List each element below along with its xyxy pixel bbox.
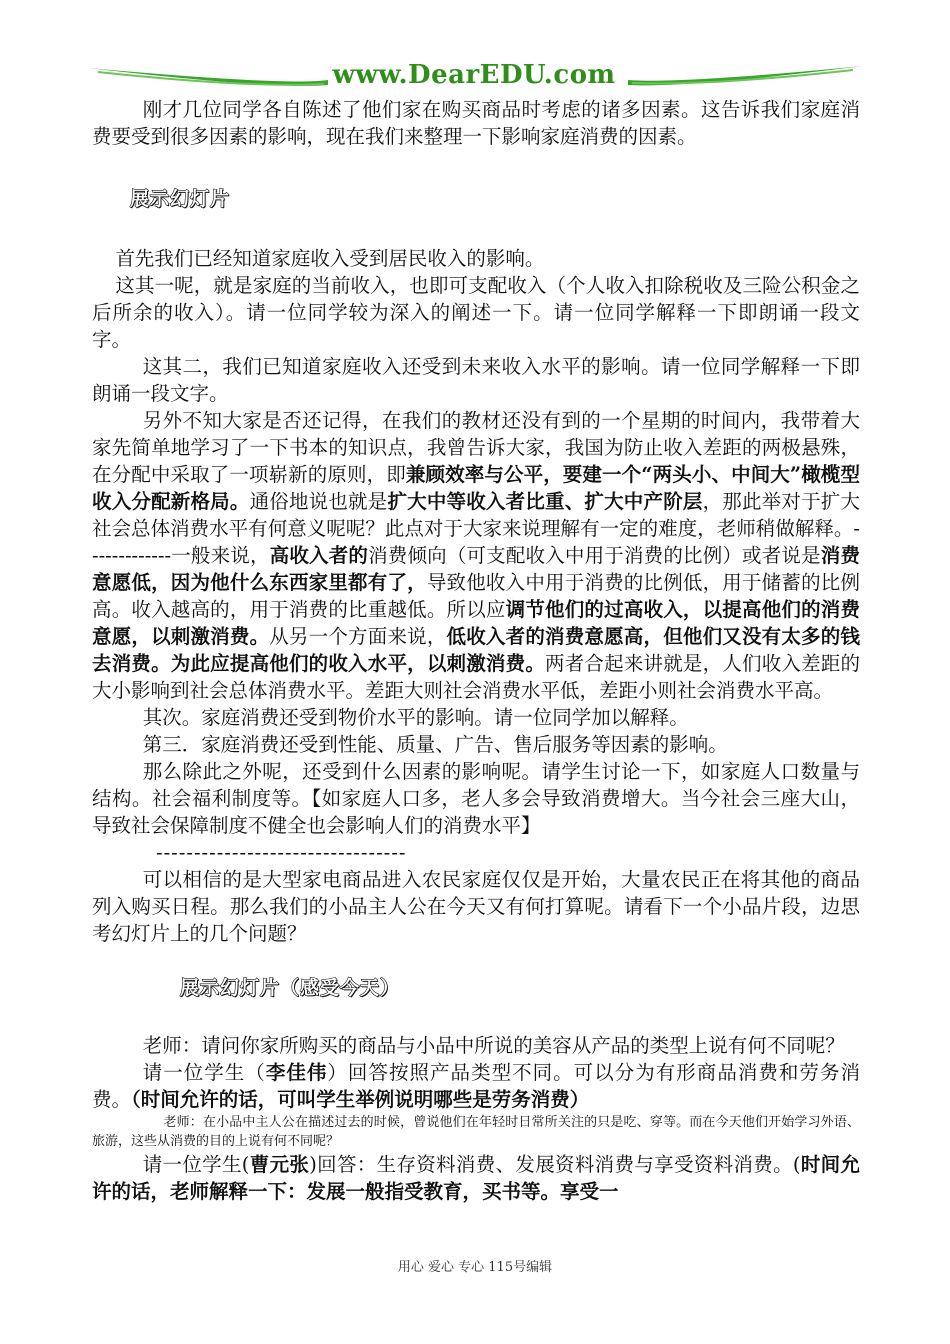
text-run: 通俗地说也就是: [249, 490, 388, 513]
paragraph: 第三．家庭消费还受到性能、质量、广告、售后服务等因素的影响。: [142, 733, 728, 756]
text-run: ，那此举对于扩大社会总体消费水平有何意义呢呢？此点对于大家来说理解有一定的难度，老师稍做解释。-------------一般来说，: [92, 490, 860, 567]
paragraph: 这其一呢，就是家庭的当前收入，也即可支配收入（个人收入扣除税收及三险公积金之后所余的收入）。请一位同学较为深入的阐述一下。请一位同学解释一下即朗诵一段文字。: [92, 274, 860, 351]
page-footer: 用心 爱心 专心 115号编辑: [397, 1260, 553, 1275]
text-run: 另外不知大家是否还记得，在我们的教材还没有到的一个星期的时间内，我带着大家先简单地学习了一下书本的知识点，我曾告诉大家，我国为防止收入差距的两极悬殊，在分配中采取了一项崭新的原则，即: [92, 409, 860, 486]
paragraph: 可以相信的是大型家电商品进入农民家庭仅仅是开始，大量农民正在将其他的商品列入购买日程。那么我们的小品主人公在今天又有何打算呢。请看下一个小品片段，边思考幻灯片上的几个问题？: [92, 868, 860, 945]
paragraph: 老师：请问你家所购买的商品与小品中所说的美容从产品的类型上说有何不同呢？: [142, 1034, 845, 1057]
text-run: )回答：生存资料消费、发展资料消费与享受资料消费。(: [309, 1153, 801, 1176]
bold-text-run: 消费意愿低，因为他什么东西家里都有了，: [92, 544, 860, 594]
text-run: 导致他收入中用于消费的比例低，用于储蓄的比例高。收入越高的，用于消费的比重越低。所以应: [92, 571, 860, 621]
paragraph: [92, 1151, 860, 1205]
dash-separator: ---------------------------------: [156, 841, 407, 864]
paragraph: 这其二，我们已知道家庭收入还受到未来收入水平的影响。请一位同学解释一下即朗诵一段文字。: [92, 355, 860, 405]
paragraph: 其次。家庭消费还受到物价水平的影响。请一位同学加以解释。: [142, 706, 689, 729]
paragraph: 那么除此之外呢，还受到什么因素的影响呢。请学生讨论一下，如家庭人口数量与结构。社会福利制度等。【如家庭人口多，老人多会导致消费增大。当今社会三座大山，导致社会保障制度不健全也会影响人们的消费水平】: [92, 760, 860, 837]
paragraph: [92, 407, 860, 704]
text-run: 两者合起来讲就是，人们收入差距的大小影响到社会总体消费水平。差距大则社会消费水平低，差距小则社会消费水平高。: [92, 652, 860, 702]
bold-text-run: 调节他们的过高收入，以提高他们的消费意愿，以刺激消费。: [92, 598, 860, 648]
bold-text-run: 曹元张: [249, 1153, 310, 1176]
small-note: 老师：在小品中主人公在描述过去的时候，曾说他们在年轻时日常所关注的只是吃、穿等。而在今天他们开始学习外语、旅游，这些从消费的目的上说有何不同呢？: [92, 1115, 860, 1149]
text-run: 从另一个方面来说，: [269, 625, 447, 648]
bold-text-run: 低收入者的消费意愿高，但他们又没有太多的钱去消费。为此应提高他们的收入水平，以刺激消费。: [92, 625, 860, 675]
text-run: ）回答按照产品类型不同。可以分为有形商品消费和劳务消费。: [92, 1061, 860, 1111]
paragraph: 刚才几位同学各自陈述了他们家在购买商品时考虑的诸多因素。这告诉我们家庭消费要受到很多因素的影响，现在我们来整理一下影响家庭消费的因素。: [92, 98, 860, 148]
bold-text-run: 兼顾效率与公平，要建一个“两头小、中间大”橄榄型收入分配新格局。: [92, 463, 860, 513]
text-run: 消费倾向（可支配收入中用于消费的比例）或者说是: [368, 544, 821, 567]
bold-text-run: 高收入者的: [269, 544, 369, 567]
section-heading: 展示幻灯片（感受今天）: [180, 977, 401, 999]
text-run: 请一位学生（: [142, 1061, 266, 1084]
bold-text-run: 李佳伟: [265, 1061, 328, 1084]
page-header: [88, 58, 863, 98]
bold-text-run: 扩大中等收入者比重、扩大中产阶层: [387, 490, 703, 513]
brand-text: www.DearEDU.com: [332, 60, 616, 90]
bold-text-run: 时间允许的话，老师解释一下：发展一般指受教育，买书等。享受一: [92, 1153, 860, 1203]
section-heading: 展示幻灯片: [130, 188, 231, 210]
bold-text-run: （时间允许的话，可叫学生举例说明哪些是劳务消费）: [131, 1088, 590, 1111]
paragraph: [92, 1059, 860, 1113]
document-body: [92, 96, 860, 1205]
paragraph: 首先我们已经知道家庭收入受到居民收入的影响。: [115, 247, 545, 270]
text-run: 请一位学生(: [142, 1153, 250, 1176]
